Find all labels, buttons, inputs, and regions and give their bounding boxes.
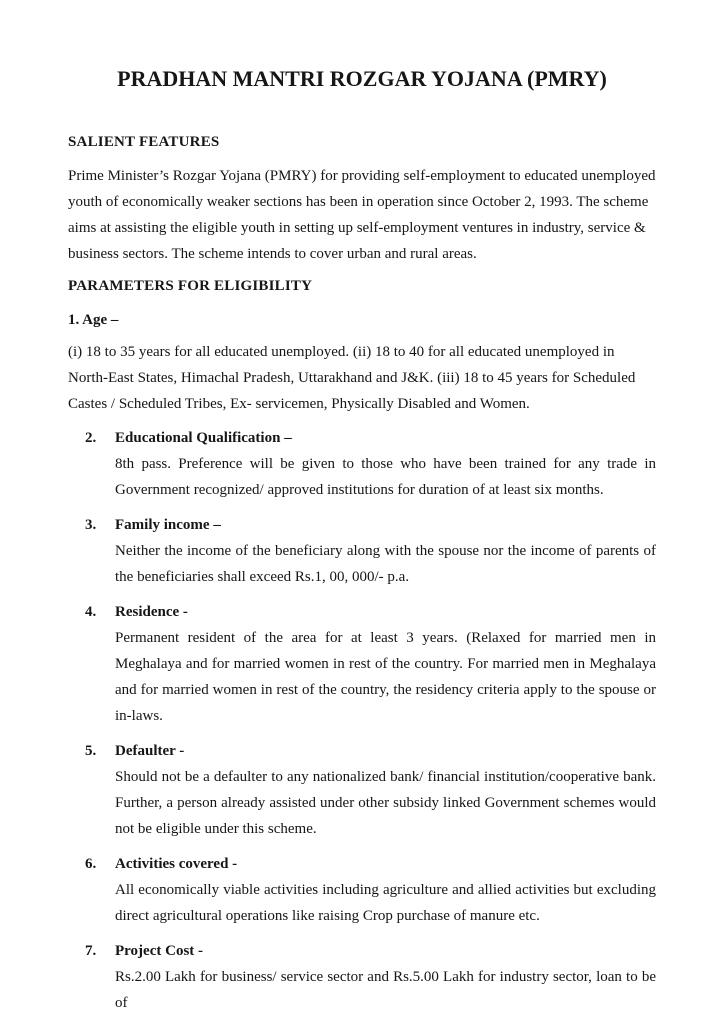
item-title: Family income – [115,517,221,533]
item-number: 7. [85,943,97,959]
item-body: All economically viable activities including agriculture and allied activities but excluding direct agricultural operations like raising Crop purchase of manure etc. [115,882,656,924]
item-body: 8th pass. Preference will be given to those who have been trained for any trade in Government recognized/ approved institutions for duration of at least six months. [115,456,656,498]
item-body: Should not be a defaulter to any nationalized bank/ financial institution/cooperative bank. Further, a person already assisted under other subsidy linked Government schemes would not be eligible under this scheme. [115,769,656,837]
item-content [115,738,656,842]
item-content [115,512,656,590]
item-title: Educational Qualification – [115,430,292,446]
salient-features-heading: SALIENT FEATURES [68,134,220,150]
item-number: 4. [85,604,97,620]
parameters-heading: PARAMETERS FOR ELIGIBILITY [68,278,313,294]
item-title: Defaulter - [115,743,185,759]
item-title: Residence - [115,604,188,620]
age-item-body: (i) 18 to 35 years for all educated unemployed. (ii) 18 to 40 for all educated unemployed in North-East States, Himachal Pradesh, Uttarakhand and J&K. (iii) 18 to 45 years for Scheduled Castes / Scheduled Tribes, Ex- servicemen, Physically Disabled and Women. [68,344,636,412]
eligibility-item-residence [68,599,656,729]
item-content [115,599,656,729]
eligibility-item-family-income [68,512,656,590]
item-number: 6. [85,856,97,872]
item-number: 5. [85,743,97,759]
item-body: Neither the income of the beneficiary along with the spouse nor the income of parents of the beneficiaries shall exceed Rs.1, 00, 000/- p.a. [115,543,656,585]
item-content [115,938,656,1016]
eligibility-item-project-cost [68,938,656,1016]
item-title: Activities covered - [115,856,238,872]
eligibility-items-list [68,425,656,1016]
item-content [115,851,656,929]
eligibility-item-defaulter [68,738,656,842]
item-number: 2. [85,430,97,446]
item-content [115,425,656,503]
eligibility-item-educational-qualification [68,425,656,503]
item-title: Project Cost - [115,943,204,959]
salient-features-paragraph: Prime Minister’s Rozgar Yojana (PMRY) for providing self-employment to educated unemployed youth of economically weaker sections has been in operation since October 2, 1993. The scheme aims at assisting the eligible youth in setting up self-employment ventures in industry, service & business sectors. The scheme intends to cover urban and rural areas. [68,168,656,262]
item-body: Rs.2.00 Lakh for business/ service sector and Rs.5.00 Lakh for industry sector, loan to be of [115,969,656,1011]
item-number: 3. [85,517,97,533]
eligibility-item-activities-covered [68,851,656,929]
age-item-label: 1. Age – [68,312,119,328]
item-body: Permanent resident of the area for at least 3 years. (Relaxed for married men in Meghalaya and for married women in rest of the country. For married men in Meghalaya and for married women in rest of the country, the residency criteria apply to the spouse or in-laws. [115,630,656,724]
document-title: PRADHAN MANTRI ROZGAR YOJANA (PMRY) [117,66,607,91]
